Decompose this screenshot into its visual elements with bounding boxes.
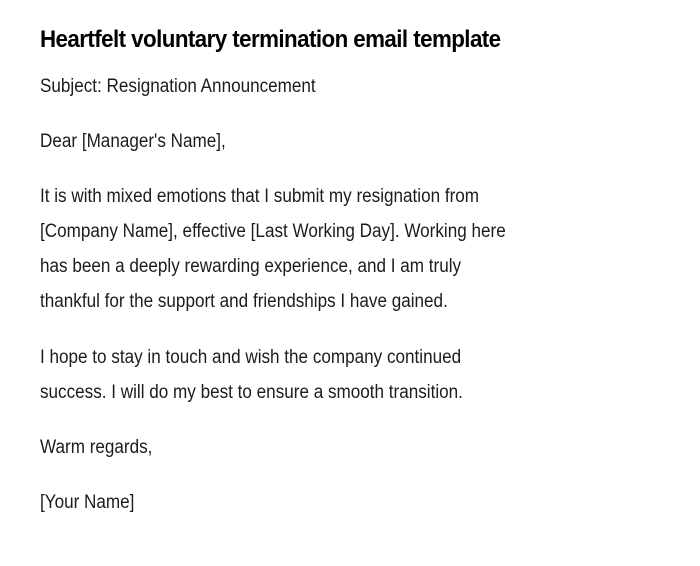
paragraph-line: has been a deeply rewarding experience, and I am truly: [40, 256, 462, 277]
page-title: Heartfelt voluntary termination email template: [40, 26, 501, 53]
paragraph-line: thankful for the support and friendships I have gained.: [40, 291, 448, 312]
paragraph-line: success. I will do my best to ensure a smooth transition.: [40, 382, 463, 403]
email-greeting: Dear [Manager's Name],: [40, 131, 226, 152]
email-subject: Subject: Resignation Announcement: [40, 76, 316, 97]
paragraph-line: It is with mixed emotions that I submit my resignation from: [40, 186, 480, 207]
email-closing: Warm regards,: [40, 437, 153, 458]
email-signature: [Your Name]: [40, 492, 135, 513]
paragraph-line: I hope to stay in touch and wish the company continued: [40, 347, 462, 368]
paragraph-line: [Company Name], effective [Last Working Day]. Working here: [40, 221, 506, 242]
